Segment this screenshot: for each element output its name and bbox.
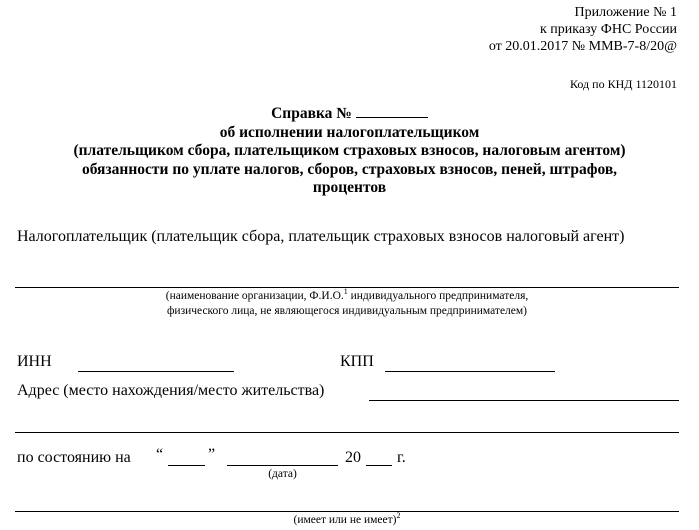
- as-of-label: по состоянию на: [17, 449, 131, 466]
- footnote-2-mark: 2: [396, 511, 401, 521]
- day-field[interactable]: [168, 465, 205, 466]
- certificate-label: Справка №: [271, 105, 352, 122]
- kpp-label: КПП: [340, 353, 374, 370]
- taxpayer-label: Налогоплательщик (плательщик сбора, плательщик страховых взносов налоговый агент): [17, 228, 625, 245]
- certificate-number-field[interactable]: [356, 104, 428, 118]
- year-field[interactable]: [366, 465, 392, 466]
- title-line-2: об исполнении налогоплательщиком: [219, 123, 480, 141]
- appendix-line-3: от 20.01.2017 № ММВ-7-8/20@: [488, 39, 677, 54]
- taxpayer-hint-part-a: (наименование организации, Ф.И.О.: [165, 290, 344, 302]
- year-suffix: г.: [397, 449, 406, 466]
- address-field[interactable]: [369, 400, 679, 401]
- appendix-header: [489, 4, 677, 55]
- document-title: [0, 104, 699, 198]
- year-prefix: 20: [345, 449, 361, 466]
- knd-code: Код по КНД 1120101: [570, 77, 677, 91]
- taxpayer-hint-line-2: физического лица, не являющегося индивидуальным предпринимателем): [166, 305, 528, 317]
- kpp-field[interactable]: [385, 371, 555, 372]
- taxpayer-hint-part-b: индивидуального предпринимателя,: [347, 290, 529, 302]
- quote-open: “: [156, 446, 164, 463]
- inn-field[interactable]: [78, 371, 234, 372]
- appendix-line-2: к приказу ФНС России: [539, 22, 677, 37]
- footnote-1-mark: 1: [343, 287, 348, 297]
- title-line-3: (плательщиком сбора, плательщиком страховых взносов, налоговым агентом): [73, 142, 626, 159]
- address-label: Адрес (место нахождения/место жительства): [17, 382, 325, 399]
- status-hint: [15, 513, 679, 528]
- title-line-5: процентов: [312, 179, 387, 196]
- title-line-1: [0, 104, 699, 124]
- month-field[interactable]: [227, 465, 338, 466]
- inn-label: ИНН: [17, 353, 52, 370]
- appendix-line-1: Приложение № 1: [574, 5, 677, 20]
- quote-close: ”: [208, 446, 216, 463]
- date-hint: (дата): [268, 468, 297, 480]
- title-line-4: обязанности по уплате налогов, сборов, страховых взносов, пеней, штрафов,: [81, 160, 618, 178]
- address-field-continued[interactable]: [15, 432, 679, 433]
- status-hint-text: (имеет или не имеет): [293, 514, 397, 526]
- status-field[interactable]: [15, 511, 679, 512]
- taxpayer-hint-line-1: [15, 289, 679, 304]
- taxpayer-hint: [15, 289, 679, 319]
